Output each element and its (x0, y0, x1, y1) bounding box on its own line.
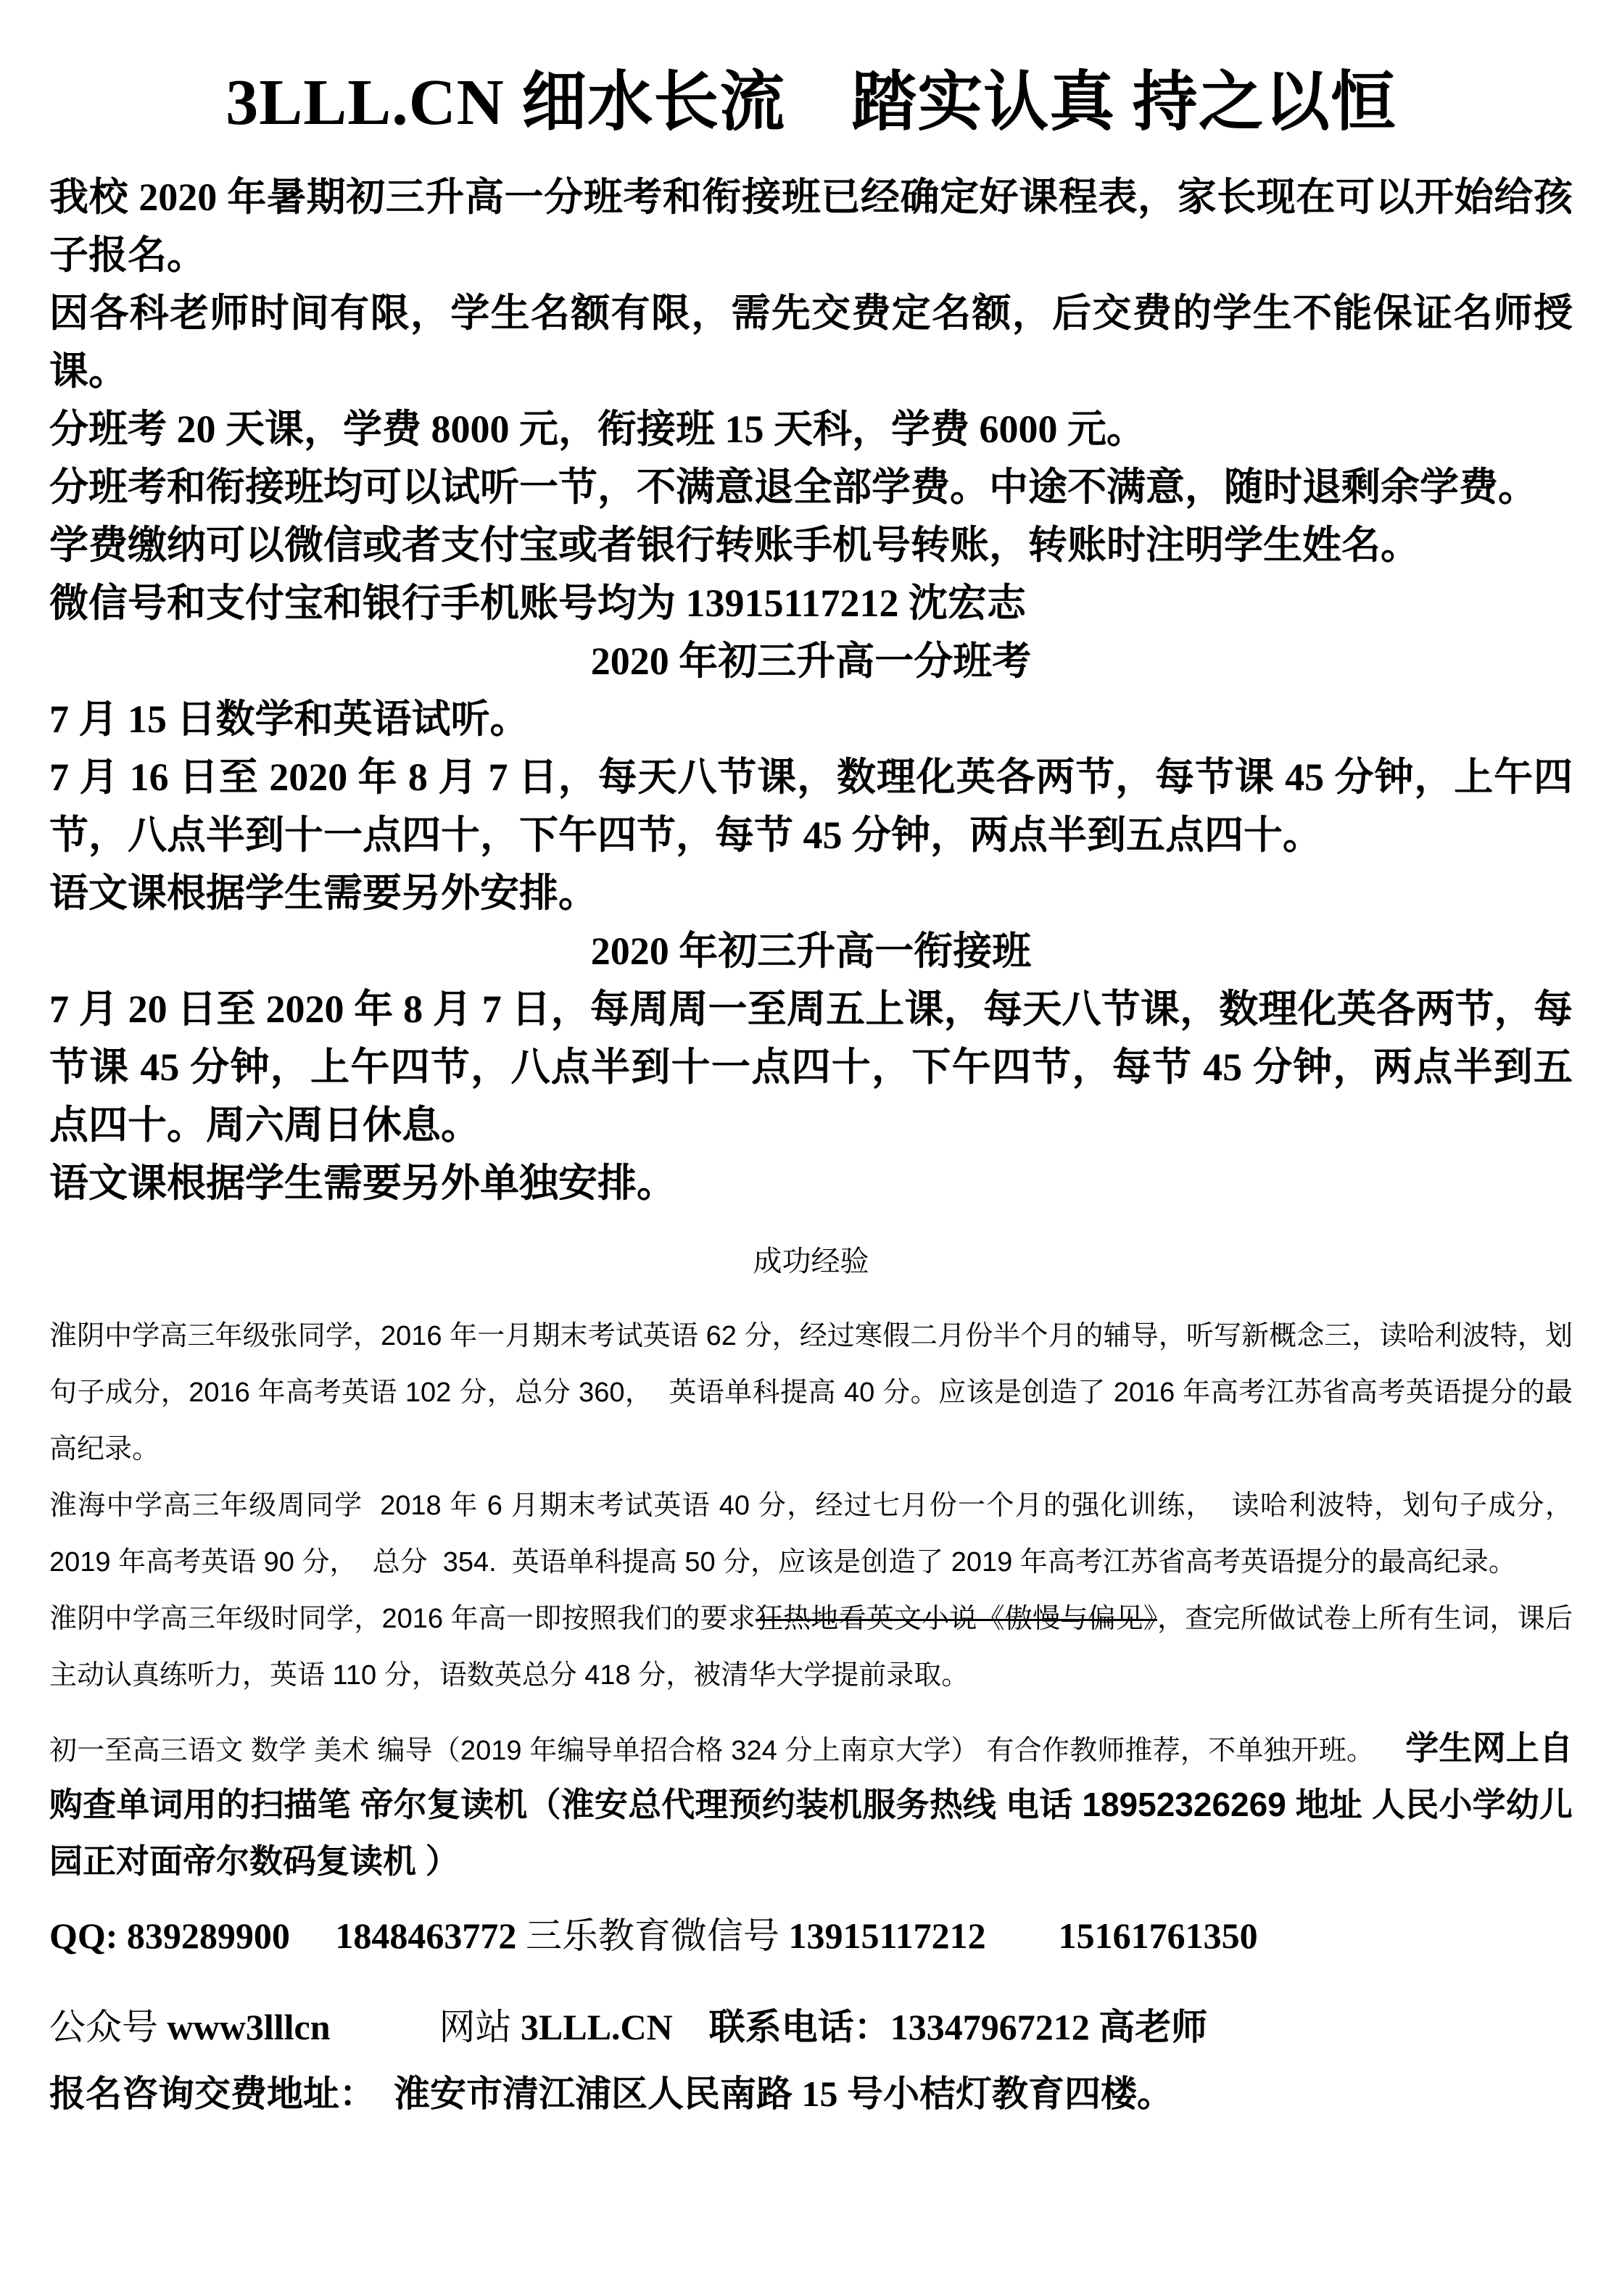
placement-exam-heading: 2020 年初三升高一分班考 (590, 639, 1032, 683)
placement-exam-paragraph-3: 语文课根据学生需要另外安排。 (49, 871, 597, 915)
page-title: 3LLL.CN 细水长流 踏实认真 持之以恒 (225, 67, 1397, 138)
scanner-repeater-info-text: 学生网上自购查单词用的扫描笔 帝尔复读机（淮安总代理预约装机服务热线 电话 18952326269 地址 人民小学幼儿园正对面帝尔数码复读机 ） (49, 1728, 1573, 1880)
bridge-class-heading: 2020 年初三升高一衔接班 (590, 929, 1032, 973)
intro-paragraph-6: 微信号和支付宝和银行手机账号均为 13915117212 沈宏志 (49, 581, 1027, 625)
intro-paragraph-2: 因各科老师时间有限，学生名额有限，需先交费定名额，后交费的学生不能保证名师授课。 (49, 291, 1573, 393)
registration-address-line (49, 2071, 1573, 2117)
placement-exam-paragraph-2: 7 月 16 日至 2020 年 8 月 7 日，每天八节课，数理化英各两节，每节课 45 分钟，上午四节，八点半到十一点四十，下午四节，每节 45 分钟，两点半到五点四十。 (49, 755, 1573, 857)
contact-phone-value: 13347967212 高老师 (890, 2006, 1208, 2047)
intro-paragraph-5: 学费缴纳可以微信或者支付宝或者银行转账手机号转账，转账时注明学生姓名。 (49, 523, 1420, 567)
website-value: 3LLL.CN (521, 2006, 673, 2047)
success-story-3-text: 淮阴中学高三年级时同学，2016 年高一即按照我们的要求 (49, 1603, 756, 1634)
address-label: 报名咨询交费地址： (49, 2073, 357, 2114)
official-account-value: www3lllcn (167, 2006, 331, 2047)
courses-and-scanner-paragraph (49, 1721, 1573, 1891)
intro-paragraph-3: 分班考 20 天课，学费 8000 元，衔接班 15 天科，学费 6000 元。 (49, 407, 1146, 451)
courses-offered-text: 初一至高三语文 数学 美术 编导（2019 年编导单招合格 324 分上南京大学） 有合作教师推荐，不单独开班。 (49, 1735, 1406, 1766)
success-story-2: 淮海中学高三年级周同学 2018 年 6 月期末考试英语 40 分，经过七月份一个月的强化训练， 读哈利波特，划句子成分，2019 年高考英语 90 分， 总分 354. 英语单科提高 50 分，应该是创造了 2019 年高考江苏省高考英语提分的最高纪录。 (49, 1490, 1573, 1578)
bridge-class-paragraph-2: 语文课根据学生需要另外单独安排。 (49, 1161, 676, 1205)
qq-numbers: QQ: 839289900 1848463772 (49, 1915, 526, 1956)
wechat-numbers: 13915117212 15161761350 (788, 1915, 1258, 1956)
wechat-label: 三乐教育微信号 (525, 1915, 789, 1956)
intro-paragraph-1: 我校 2020 年暑期初三升高一分班考和衔接班已经确定好课程表，家长现在可以开始给孩子报名。 (49, 175, 1573, 277)
official-account-website-line (49, 2004, 1573, 2050)
address-value: 淮安市清江浦区人民南路 15 号小桔灯教育四楼。 (357, 2073, 1173, 2114)
official-account-label: 公众号 (49, 2006, 167, 2047)
bridge-class-paragraph-1: 7 月 20 日至 2020 年 8 月 7 日，每周周一至周五上课，每天八节课，数理化英各两节，每节课 45 分钟，上午四节，八点半到十一点四十，下午四节，每节 45 分钟，两点半到五点四十。周六周日休息。 (49, 987, 1573, 1147)
qq-wechat-contact-line (49, 1912, 1573, 1959)
success-stories-heading: 成功经验 (753, 1245, 869, 1277)
success-story-3 (49, 1591, 1573, 1704)
website-label: 网站 (330, 2006, 521, 2047)
success-story-3-text-continued: ，查完所做试卷上所有生词，课后主动认真练听力，英语 110 分，语数英总分 418 分，被清华大学提前录取。 (49, 1603, 1573, 1691)
placement-exam-paragraph-1: 7 月 15 日数学和英语试听。 (49, 697, 529, 741)
success-story-1: 淮阴中学高三年级张同学，2016 年一月期末考试英语 62 分，经过寒假二月份半个月的辅导，听写新概念三，读哈利波特，划句子成分，2016 年高考英语 102 分，总分 360， 英语单科提高 40 分。应该是创造了 2016 年高考江苏省高考英语提分的最高纪录。 (49, 1320, 1573, 1464)
contact-phone-label: 联系电话： (672, 2006, 890, 2047)
intro-paragraph-4: 分班考和衔接班均可以试听一节，不满意退全部学费。中途不满意，随时退剩余学费。 (49, 465, 1537, 509)
success-story-3-strikethrough-text: 狂热地看英文小说《傲慢与偏见》 (756, 1603, 1158, 1634)
